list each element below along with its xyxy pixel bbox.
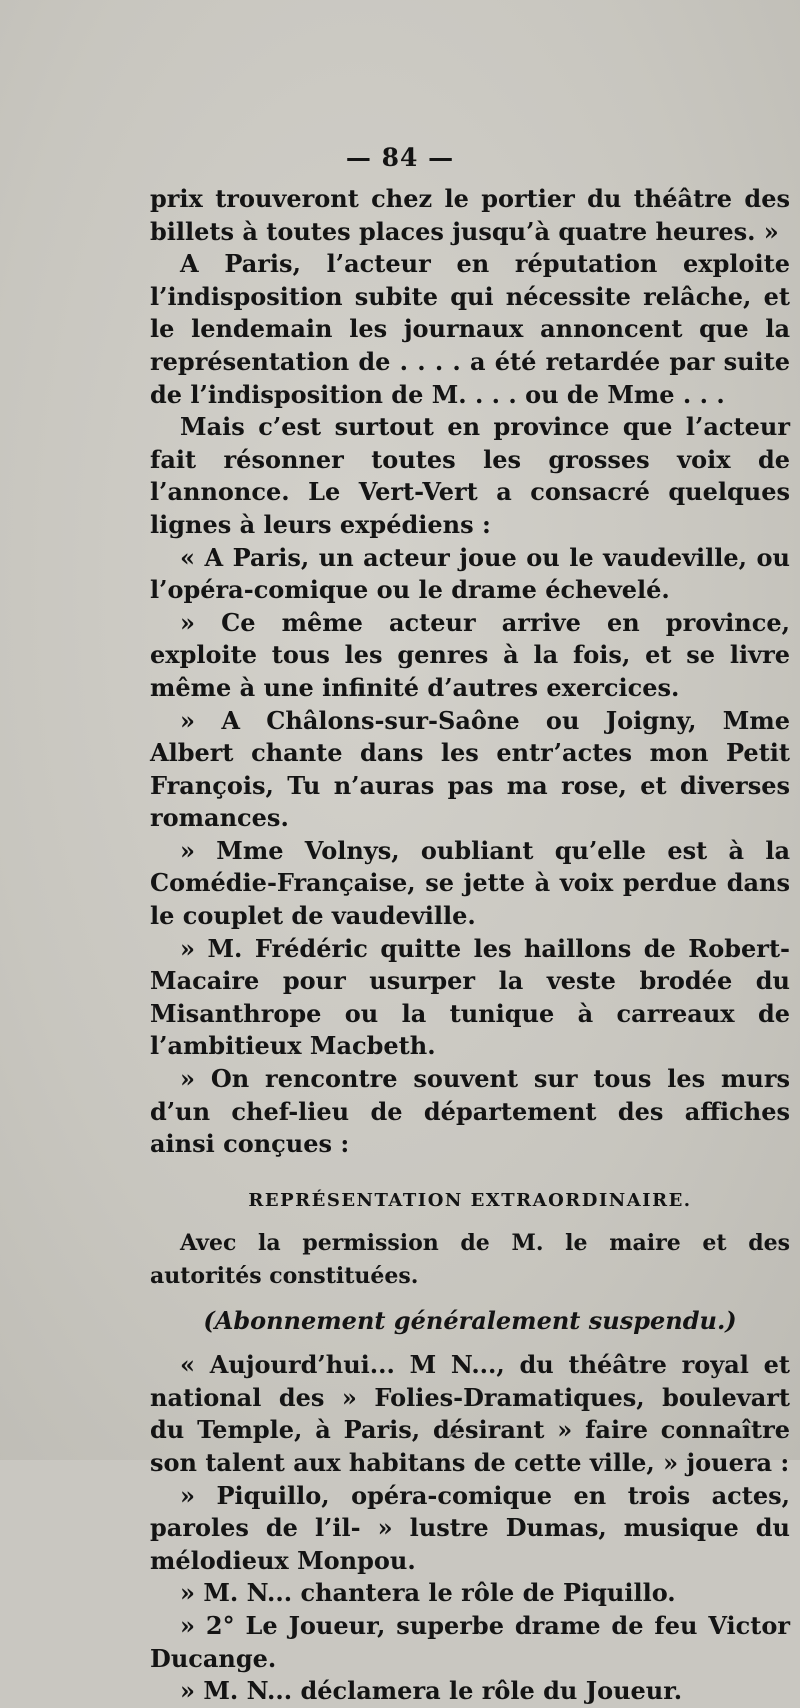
paragraph: prix trouveront chez le portier du théâtre des billets à toutes places jusqu’à quatre heures. » [150,184,790,246]
poster-item: » Piquillo, opéra-comique en trois actes, paroles de l’il- » lustre Dumas, musique du mélodieux Monpou. [150,1480,790,1575]
poster-item: » M. N... chantera le rôle de Piquillo. [180,1578,676,1608]
poster-permission: Avec la permission de M. le maire et des autorités constituées. [150,1230,790,1289]
poster-item: » 2° Le Joueur, superbe drame de feu Victor Ducange. [150,1610,790,1673]
page-number: — 84 — [345,143,455,172]
page-text [150,183,790,1708]
paragraph: A Paris, l’acteur en réputation exploite l’indisposition subite qui nécessite relâche, et le lendemain les journaux annoncent que la représentation de . . . . a été retardée par suite de l’indisposition de M. . . . ou de Mme . . . [150,249,790,409]
poster-announcement: « Aujourd’hui... M N..., du théâtre royal et national des » Folies-Dramatiques, boulevart du Temple, à Paris, désirant » faire connaître son talent aux habitans de cette ville, » jouera : [150,1350,790,1477]
paragraph: » A Châlons-sur-Saône ou Joigny, Mme Albert chante dans les entr’actes mon Petit François, Tu n’auras pas ma rose, et diverses romances. [150,705,790,833]
poster-subscription: (Abonnement généralement suspendu.) [203,1305,737,1335]
paragraph: » Ce même acteur arrive en province, exploite tous les genres à la fois, et se livre même à une infinité d’autres exercices. [150,607,790,702]
paragraph: » On rencontre souvent sur tous les murs d’un chef-lieu de département des affiches ainsi conçues : [150,1064,790,1159]
paragraph: « A Paris, un acteur joue ou le vaudeville, ou l’opéra-comique ou le drame échevelé. [150,542,790,605]
paragraph: » Mme Volnys, oubliant qu’elle est à la Comédie-Française, se jette à voix perdue dans le couplet de vaudeville. [150,835,790,931]
poster-heading: REPRÉSENTATION EXTRAORDINAIRE. [248,1189,692,1211]
poster-item: » M. N... déclamera le rôle du Joueur. [180,1676,683,1706]
paragraph: Mais c’est surtout en province que l’acteur fait résonner toutes les grosses voix de l’annonce. Le Vert-Vert a consacré quelques lignes à leurs expédiens : [150,412,790,539]
paragraph: » M. Frédéric quitte les haillons de Robert-Macaire pour usurper la veste brodée du Misanthrope ou la tunique à carreaux de l’ambitieux Macbeth. [150,933,790,1061]
